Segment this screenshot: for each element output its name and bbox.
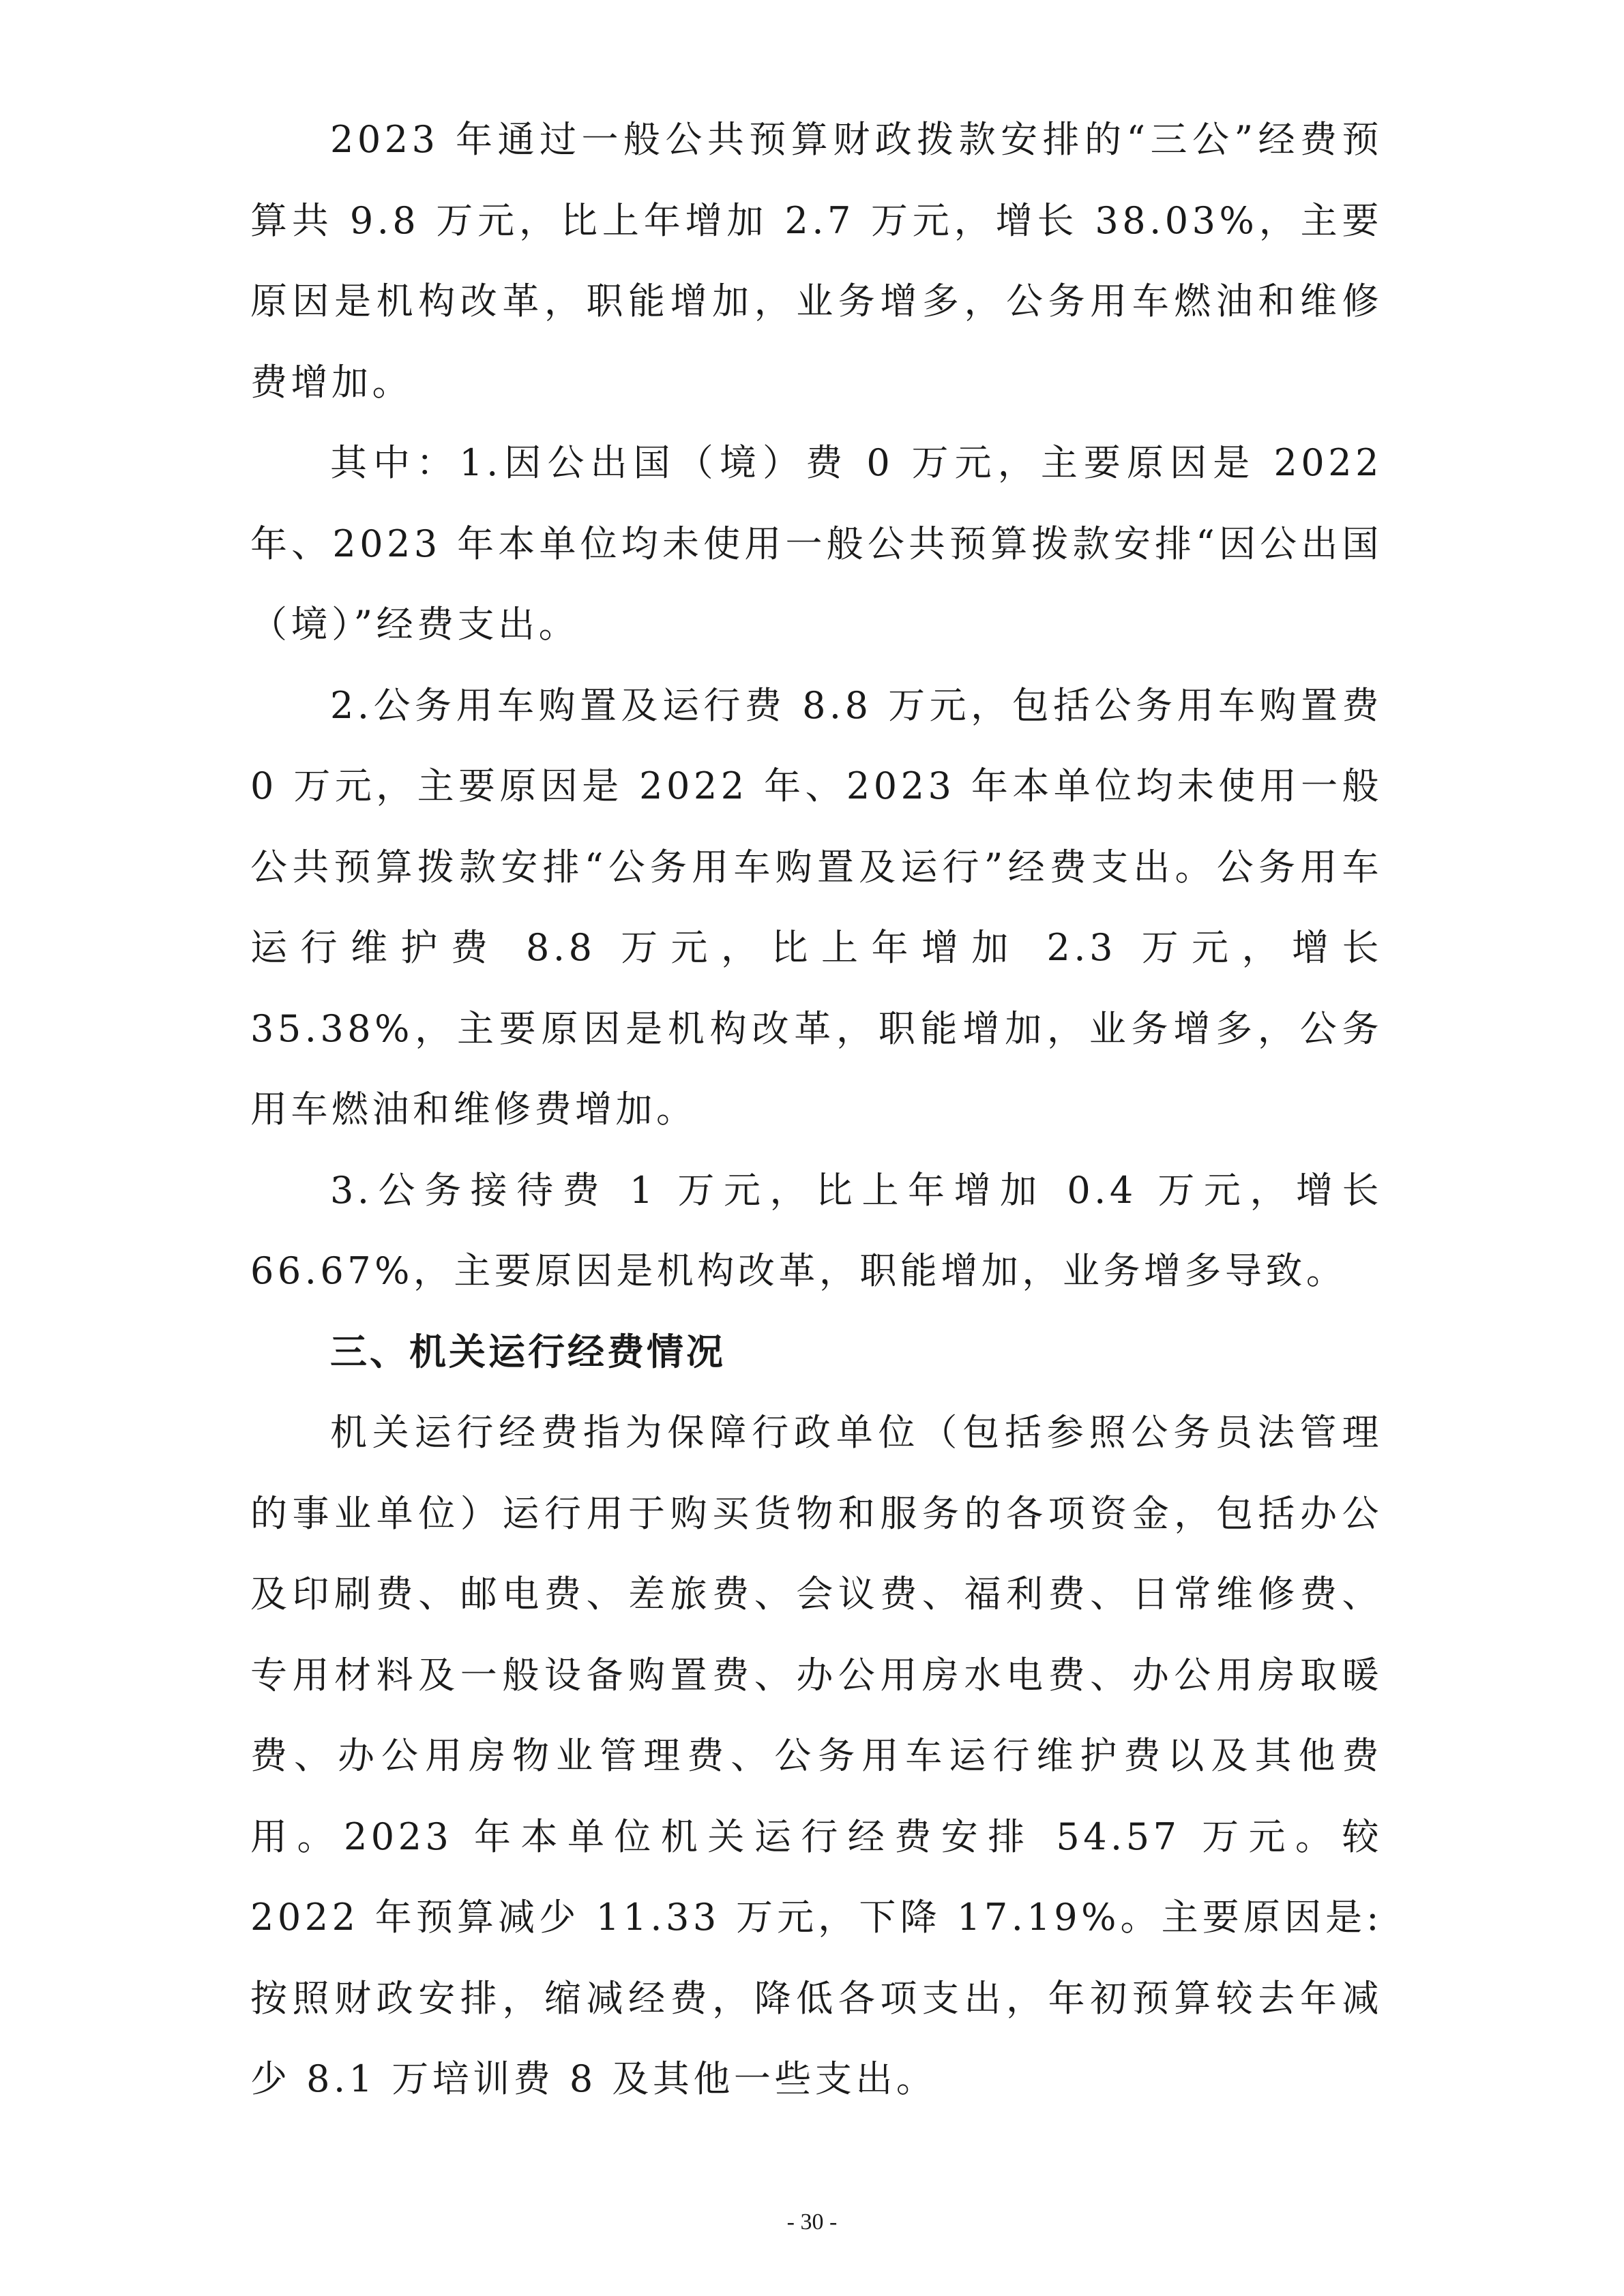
paragraph-three-public-overview: 2023 年通过一般公共预算财政拨款安排的“三公”经费预算共 9.8 万元，比上年增加 2.7 万元，增长 38.03%，主要原因是机构改革，职能增加，业务增多，公务用车燃油和维修费增加。 [250, 118, 1383, 404]
paragraph-official-reception: 3.公务接待费 1 万元，比上年增加 0.4 万元，增长 66.67%，主要原因是机构改革，职能增加，业务增多导致。 [250, 1168, 1383, 1292]
page-number: - 30 - [786, 2209, 838, 2235]
paragraph-operating-expenses: 机关运行经费指为保障行政单位（包括参照公务员法管理的事业单位）运行用于购买货物和服务的各项资金，包括办公及印刷费、邮电费、差旅费、会议费、福利费、日常维修费、专用材料及一般设备购置费、办公用房水电费、办公用房取暖费、办公用房物业管理费、公务用车运行维护费以及其他费用。2023 年本单位机关运行经费安排 54.57 万元。较 2022 年预算减少 11.33 万元，下降 17.19%。主要原因是:按照财政安排，缩减经费，降低各项支出，年初预算较去年减少 8.1 万培训费 8 及其他一些支出。 [250, 1411, 1383, 2100]
section-heading: 三、机关运行经费情况 [330, 1330, 726, 1373]
paragraph-official-vehicles: 2.公务用车购置及运行费 8.8 万元，包括公务用车购置费 0 万元，主要原因是 2022 年、2023 年本单位均未使用一般公共预算拨款安排“公务用车购置及运行”经费支出。公务用车运行维护费 8.8 万元，比上年增加 2.3 万元，增长 35.38%，主要原因是机构改革，职能增加，业务增多，公务用车燃油和维修费增加。 [250, 683, 1383, 1131]
paragraph-overseas-travel: 其中：1.因公出国（境）费 0 万元，主要原因是 2022 年、2023 年本单位均未使用一般公共预算拨款安排“因公出国（境）”经费支出。 [250, 441, 1383, 646]
document-body [250, 100, 1383, 2120]
